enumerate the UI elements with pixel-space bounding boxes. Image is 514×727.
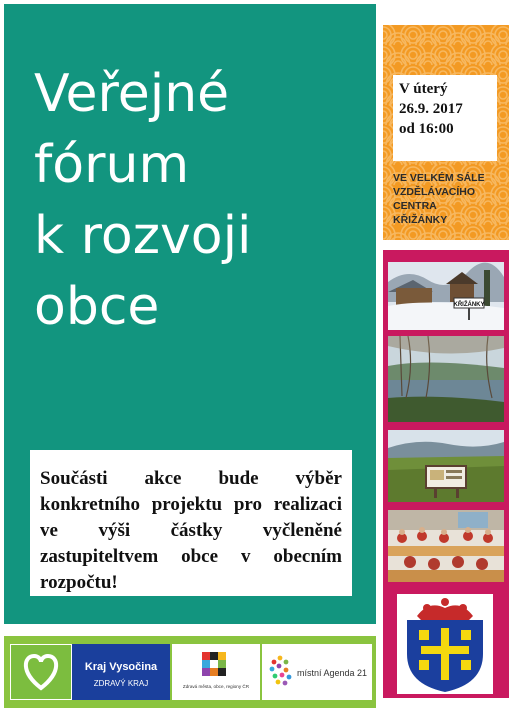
event-time: od 16:00 — [399, 121, 454, 137]
zdrava-mesta-logo — [172, 644, 260, 700]
partner-logos-band — [4, 636, 376, 708]
title-line-4: obce — [34, 277, 160, 337]
poster-title — [34, 59, 364, 343]
event-day: V úterý — [399, 81, 448, 97]
municipal-crest-logo — [397, 594, 493, 694]
event-date: 26.9. 2017 — [399, 101, 463, 117]
agenda21-text: místní Agenda 21 — [296, 668, 368, 678]
kraj-tagline-text: ZDRAVÝ KRAJ — [93, 679, 149, 688]
venue-line-3: CENTRA — [393, 200, 437, 212]
venue-line-4: KŘIŽÁNKY — [393, 214, 448, 226]
description-box — [30, 450, 352, 596]
event-panel — [383, 25, 509, 240]
event-venue — [393, 171, 505, 227]
zdrava-mesta-text: Zdravá města, obce, regiony ČR — [182, 684, 250, 689]
village-sign-text: KŘIŽÁNKY — [453, 302, 485, 308]
agenda21-logo — [262, 644, 372, 700]
lake-landscape-photo — [388, 336, 504, 422]
photo-panel — [383, 250, 509, 698]
title-panel — [4, 4, 376, 624]
date-box — [393, 75, 497, 161]
description-text: Součásti akce bude výběr konkretního projektu pro realizaci ve výši částky vyčleněné zastupiteltvem obce v obecním rozpočtu! — [40, 468, 342, 593]
title-line-2: fórum — [34, 135, 190, 195]
meadow-infoboard-photo — [388, 430, 504, 502]
kraj-name-text: Kraj Vysočina — [84, 661, 158, 673]
title-line-1: Veřejné — [34, 64, 230, 124]
venue-line-1: VE VELKÉM SÁLE — [393, 172, 485, 184]
kraj-vysocina-logo — [10, 644, 170, 700]
title-line-3: k rozvoji — [34, 206, 252, 266]
winter-village-photo — [388, 262, 504, 330]
venue-line-2: VZDĚLÁVACÍHO — [393, 186, 476, 198]
classroom-photo — [388, 510, 504, 582]
